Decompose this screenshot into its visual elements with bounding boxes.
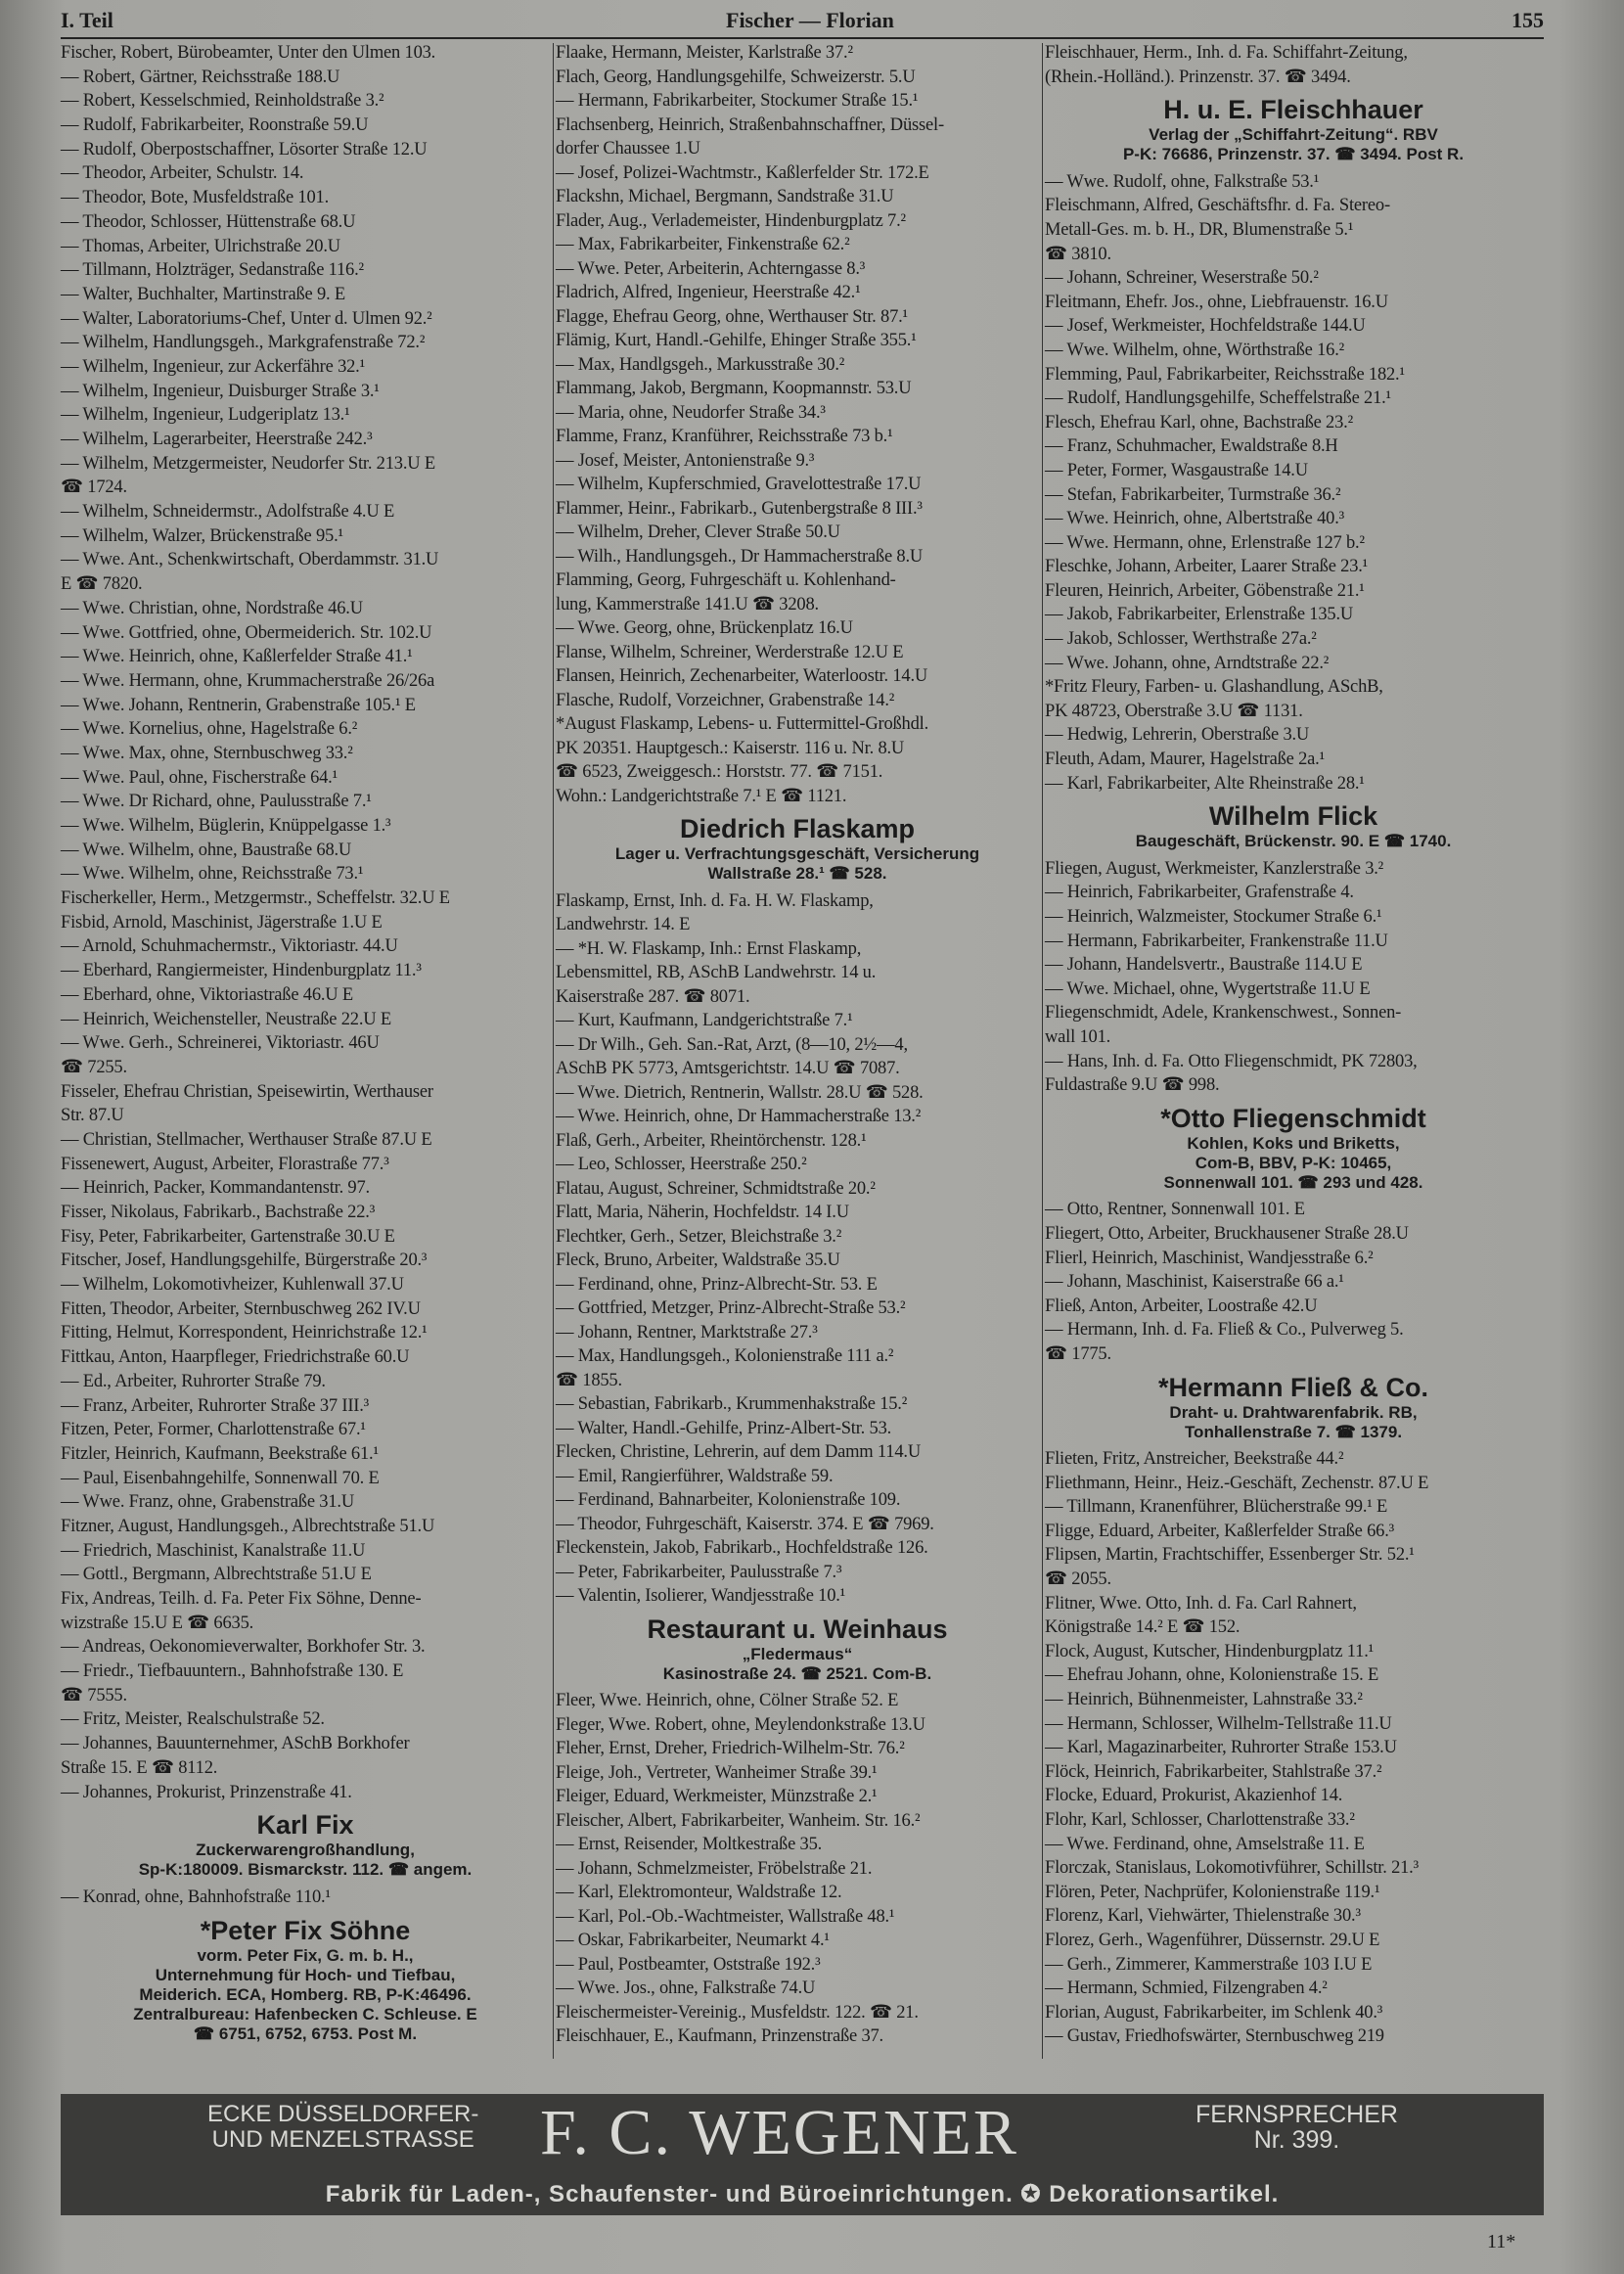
directory-entry: Fleschke, Johann, Arbeiter, Laarer Straße 23.¹: [1045, 557, 1369, 577]
directory-entry: Fitting, Helmut, Korrespondent, Heinrichstraße 12.¹: [61, 1323, 428, 1343]
directory-entry: — Johann, Rentner, Marktstraße 27.³: [556, 1322, 818, 1342]
advertisement-line: Zentralbureau: Hafenbecken C. Schleuse. E: [133, 2004, 477, 2024]
advertisement-title: *Hermann Fließ & Co.: [1157, 1372, 1429, 1402]
directory-entry: — Ehefrau Johann, ohne, Kolonienstraße 15. E: [1045, 1665, 1379, 1686]
directory-entry: — Wwe. Rudolf, ohne, Falkstraße 53.¹: [1045, 171, 1320, 192]
directory-entry: Fließ, Anton, Arbeiter, Loostraße 42.U: [1045, 1296, 1318, 1316]
directory-entry: Flöck, Heinrich, Fabrikarbeiter, Stahlstraße 37.²: [1045, 1761, 1382, 1782]
directory-entry: — Ed., Arbeiter, Ruhrorter Straße 79.: [61, 1371, 326, 1391]
ad-phone-label: FERNSPRECHER: [1195, 2101, 1398, 2128]
directory-entry: Fligge, Eduard, Arbeiter, Kaßlerfelder Straße 66.³: [1045, 1521, 1394, 1541]
page-range-title: Fischer — Florian: [726, 8, 894, 32]
directory-entry: — Heinrich, Weichensteller, Neustraße 22.U E: [61, 1009, 391, 1029]
directory-entry: Flader, Aug., Verlademeister, Hindenburgplatz 7.²: [556, 210, 906, 231]
directory-entry: Straße 15. E ☎ 8112.: [61, 1757, 218, 1778]
directory-entry: Kaiserstraße 287. ☎ 8071.: [556, 986, 750, 1007]
directory-entry: Fitzen, Peter, Former, Charlottenstraße 67.¹: [61, 1420, 366, 1440]
advertisement-line: Draht- u. Drahtwarenfabrik. RB,: [1169, 1402, 1418, 1422]
directory-entry: Florenz, Karl, Viehwärter, Thielenstraße 30.³: [1045, 1906, 1361, 1927]
directory-entry: — Dr Wilh., Geh. San.-Rat, Arzt, (8—10, 2½—4,: [556, 1034, 908, 1055]
directory-entry: — Theodor, Schlosser, Hüttenstraße 68.U: [61, 211, 356, 232]
directory-entry: — Wilh., Handlungsgeh., Dr Hammacherstraße 8.U: [556, 546, 924, 567]
directory-entry: ASchB PK 5773, Amtsgerichtstr. 14.U ☎ 7087.: [556, 1059, 900, 1078]
directory-entry: Fleher, Ernst, Dreher, Friedrich-Wilhelm-Str. 76.²: [556, 1739, 905, 1758]
directory-entry: Flatau, August, Schreiner, Schmidtstraße 20.²: [556, 1178, 876, 1199]
directory-entry: Flach, Georg, Handlungsgehilfe, Schweizerstr. 5.U: [556, 67, 916, 87]
directory-entry: — Wwe. Wilhelm, ohne, Wörthstraße 16.²: [1045, 340, 1344, 360]
ad-address-line: ECKE DÜSSELDORFER-: [207, 2101, 479, 2127]
directory-entry: Fliegen, August, Werkmeister, Kanzlerstraße 3.²: [1045, 858, 1384, 879]
directory-entry: Flipsen, Martin, Frachtschiffer, Essenberger Str. 52.¹: [1045, 1545, 1415, 1566]
directory-entry: — Karl, Fabrikarbeiter, Alte Rheinstraße 28.¹: [1045, 773, 1365, 794]
advertisement-line: „Fledermaus“: [742, 1644, 853, 1663]
directory-entry: — Wwe. Peter, Arbeiterin, Achterngasse 8.³: [556, 258, 866, 279]
column-left: [61, 43, 550, 2047]
directory-entry: Fischerkeller, Herm., Metzgermstr., Scheffelstr. 32.U E: [61, 888, 450, 909]
directory-entry: — Theodor, Fuhrgeschäft, Kaiserstr. 374. E ☎ 7969.: [556, 1514, 934, 1534]
directory-entry: Flitner, Wwe. Otto, Inh. d. Fa. Carl Rahnert,: [1045, 1593, 1357, 1614]
directory-entry: — Tillmann, Holzträger, Sedanstraße 116.²: [61, 260, 364, 281]
directory-entry: — Emil, Rangierführer, Waldstraße 59.: [556, 1466, 834, 1486]
advertisement-line: Wallstraße 28.¹ ☎ 528.: [707, 864, 887, 883]
directory-entry: Flören, Peter, Nachprüfer, Kolonienstraße 119.¹: [1045, 1882, 1380, 1902]
directory-entry: ☎ 7255.: [61, 1057, 127, 1077]
directory-entry: — Wwe. Johann, ohne, Arndtstraße 22.²: [1045, 653, 1330, 673]
directory-entry: — Wwe. Dietrich, Rentnerin, Wallstr. 28.U ☎ 528.: [556, 1082, 924, 1103]
directory-entry: Flansen, Heinrich, Zechenarbeiter, Waterloostr. 14.U: [556, 666, 928, 686]
directory-entry: — Jakob, Fabrikarbeiter, Erlenstraße 135.U: [1045, 605, 1354, 625]
directory-entry: — Wilhelm, Lokomotivheizer, Kuhlenwall 37.U: [61, 1275, 404, 1296]
directory-entry: (Rhein.-Holländ.). Prinzenstr. 37. ☎ 3494.: [1045, 67, 1351, 87]
directory-entry: Flieten, Fritz, Anstreicher, Beekstraße 44.²: [1045, 1449, 1344, 1470]
directory-entry: — Wwe. Hermann, ohne, Krummacherstraße 26/26a: [61, 670, 435, 691]
directory-entry: — Wwe. Jos., ohne, Falkstraße 74.U: [556, 1978, 816, 1998]
directory-entry: — Wilhelm, Ingenieur, Ludgeriplatz 13.¹: [61, 405, 350, 426]
directory-entry: — Johann, Schreiner, Weserstraße 50.²: [1045, 268, 1319, 289]
directory-entry: — Ernst, Reisender, Moltkestraße 35.: [556, 1835, 823, 1854]
directory-entry: — Max, Handlgsgeh., Markusstraße 30.²: [556, 354, 845, 375]
directory-entry: Florian, August, Fabrikarbeiter, im Schlenk 40.³: [1045, 2002, 1383, 2023]
directory-entry: ☎ 7555.: [61, 1685, 127, 1706]
advertisement-line: Zuckerwarengroßhandlung,: [196, 1841, 415, 1860]
directory-entry: — Leo, Schlosser, Heerstraße 250.²: [556, 1155, 807, 1174]
advertisement-line: Tonhallenstraße 7. ☎ 1379.: [1184, 1422, 1403, 1441]
directory-entry: — Oskar, Fabrikarbeiter, Neumarkt 4.¹: [556, 1931, 830, 1950]
directory-entry: — Arnold, Schuhmachermstr., Viktoriastr. 44.U: [61, 936, 398, 957]
directory-entry: — Robert, Kesselschmied, Reinholdstraße 3.²: [61, 91, 384, 112]
directory-entry: Fuldastraße 9.U ☎ 998.: [1045, 1075, 1220, 1096]
directory-entry: Flohr, Karl, Schlosser, Charlottenstraße 33.²: [1045, 1810, 1355, 1830]
directory-entry: PK 48723, Oberstraße 3.U ☎ 1131.: [1045, 701, 1303, 721]
directory-entry: Fladrich, Alfred, Ingenieur, Heerstraße 42.¹: [556, 283, 861, 302]
directory-entry: — Johann, Maschinist, Kaiserstraße 66 a.¹: [1045, 1272, 1344, 1293]
directory-entry: Flammer, Heinr., Fabrikarb., Gutenbergstraße 8 III.³: [556, 498, 923, 519]
directory-entry: — Paul, Eisenbahngehilfe, Sonnenwall 70. E: [61, 1468, 380, 1488]
advertisement-line: P-K: 76686, Prinzenstr. 37. ☎ 3494. Post R.: [1122, 145, 1465, 164]
directory-entry: Fleischmann, Alfred, Geschäftsfhr. d. Fa. Stereo-: [1045, 196, 1390, 216]
directory-entry: — Walter, Handl.-Gehilfe, Prinz-Albert-Str. 53.: [556, 1418, 892, 1438]
advertisement-line: Kasinostraße 24. ☎ 2521. Com-B.: [662, 1663, 932, 1683]
column-divider: [1042, 43, 1043, 2059]
directory-entry: — Walter, Buchhalter, Martinstraße 9. E: [61, 284, 345, 304]
directory-entry: Str. 87.U: [61, 1106, 124, 1126]
directory-entry: — Wilhelm, Dreher, Clever Straße 50.U: [556, 523, 840, 542]
directory-entry: — Wilhelm, Metzgermeister, Neudorfer Str. 213.U E: [61, 453, 435, 474]
directory-entry: Fisseler, Ehefrau Christian, Speisewirtin, Werthauser: [61, 1081, 433, 1102]
directory-entry: Flaskamp, Ernst, Inh. d. Fa. H. W. Flaskamp,: [556, 890, 874, 911]
directory-entry: — Wwe. Heinrich, ohne, Dr Hammacherstraße 13.²: [556, 1107, 922, 1126]
directory-entry: — Hermann, Schlosser, Wilhelm-Tellstraße 11.U: [1045, 1713, 1392, 1734]
directory-entry: Flock, August, Kutscher, Hindenburgplatz 11.¹: [1045, 1641, 1374, 1661]
directory-entry: lung, Kammerstraße 141.U ☎ 3208.: [556, 594, 819, 614]
directory-entry: — Wilhelm, Lagerarbeiter, Heerstraße 242.³: [61, 430, 373, 449]
directory-entry: — Friedrich, Maschinist, Kanalstraße 11.U: [61, 1540, 366, 1561]
directory-entry: — Hans, Inh. d. Fa. Otto Fliegenschmidt, PK 72803,: [1045, 1051, 1418, 1071]
directory-entry: Fleischermeister-Vereinig., Musfeldstr. 122. ☎ 21.: [556, 2002, 919, 2023]
directory-entry: Fleischhauer, E., Kaufmann, Prinzenstraße 37.: [556, 2026, 883, 2046]
directory-entry: — Wwe. Max, ohne, Sternbuschweg 33.²: [61, 743, 353, 763]
directory-entry: Fissenewert, August, Arbeiter, Florastraße 77.³: [61, 1154, 389, 1174]
directory-entry: — Peter, Fabrikarbeiter, Paulusstraße 7.³: [556, 1562, 842, 1582]
directory-entry: — Paul, Postbeamter, Oststraße 192.³: [556, 1954, 821, 1975]
directory-entry: — Ferdinand, Bahnarbeiter, Kolonienstraße 109.: [556, 1490, 901, 1510]
directory-entry: Flemming, Paul, Fabrikarbeiter, Reichsstraße 182.¹: [1045, 364, 1405, 385]
directory-entry: — Stefan, Fabrikarbeiter, Turmstraße 36.²: [1045, 484, 1341, 505]
directory-entry: — *H. W. Flaskamp, Inh.: Ernst Flaskamp,: [556, 938, 862, 959]
directory-entry: — Tillmann, Kranenführer, Blücherstraße 99.¹ E: [1045, 1497, 1388, 1518]
directory-entry: — Konrad, ohne, Bahnhofstraße 110.¹: [61, 1887, 331, 1907]
directory-entry: Fleige, Joh., Vertreter, Wanheimer Straße 39.¹: [556, 1762, 878, 1783]
directory-entry: — Josef, Werkmeister, Hochfeldstraße 144.U: [1045, 316, 1366, 337]
directory-entry: Fischer, Robert, Bürobeamter, Unter den Ulmen 103.: [61, 43, 436, 63]
directory-entry: ☎ 2055.: [1045, 1569, 1111, 1590]
directory-entry: — Theodor, Arbeiter, Schulstr. 14.: [61, 163, 304, 184]
directory-entry: Flatt, Maria, Näherin, Hochfeldstr. 14 I.U: [556, 1203, 849, 1222]
directory-entry: Florczak, Stanislaus, Lokomotivführer, Schillstr. 21.³: [1045, 1858, 1419, 1879]
ad-phone: [1195, 2102, 1398, 2153]
directory-entry: — Wwe. Gerh., Schreinerei, Viktoriastr. 46U: [61, 1033, 380, 1054]
directory-entry: — Max, Handlungsgeh., Kolonienstraße 111 a.²: [556, 1346, 894, 1366]
directory-entry: — Hedwig, Lehrerin, Oberstraße 3.U: [1045, 725, 1310, 746]
advertisement-title: Wilhelm Flick: [1208, 801, 1378, 832]
directory-entry: ☎ 1855.: [556, 1370, 622, 1390]
directory-entry: — Wilhelm, Kupferschmied, Gravelottestraße 17.U: [556, 475, 922, 494]
directory-entry: Fleck, Bruno, Arbeiter, Waldstraße 35.U: [556, 1251, 840, 1270]
directory-entry: — Karl, Elektromonteur, Waldstraße 12.: [556, 1883, 842, 1902]
directory-entry: Flachsenberg, Heinrich, Straßenbahnschaffner, Düssel-: [556, 114, 944, 135]
directory-entry: — Wwe. Johann, Rentnerin, Grabenstraße 105.¹ E: [61, 695, 416, 715]
directory-entry: — Wwe. Wilhelm, ohne, Reichsstraße 73.¹: [61, 864, 364, 885]
directory-entry: — Johannes, Bauunternehmer, ASchB Borkhofer: [61, 1734, 410, 1754]
directory-entry: — Johannes, Prokurist, Prinzenstraße 41.: [61, 1782, 352, 1802]
advertisement-title: H. u. E. Fleischhauer: [1163, 95, 1423, 125]
directory-entry: Flammang, Jakob, Bergmann, Koopmannstr. 53.U: [556, 379, 912, 398]
directory-entry: — Maria, ohne, Neudorfer Straße 34.³: [556, 402, 826, 423]
directory-entry: — Franz, Arbeiter, Ruhrorter Straße 37 III.³: [61, 1395, 370, 1416]
ad-slogan: Fabrik für Laden-, Schaufenster- und Büroeinrichtungen. ✪ Dekorationsartikel.: [325, 2181, 1280, 2207]
directory-entry: — Wwe. Ferdinand, ohne, Amselstraße 11. E: [1045, 1834, 1365, 1854]
directory-entry: — Josef, Polizei-Wachtmstr., Kaßlerfelder Str. 172.E: [556, 162, 929, 183]
directory-entry: Flecken, Christine, Lehrerin, auf dem Damm 114.U: [556, 1442, 921, 1462]
directory-entry: Flanse, Wilhelm, Schreiner, Werderstraße 12.U E: [556, 642, 904, 662]
directory-entry: Lebensmittel, RB, ASchB Landwehrstr. 14 u.: [556, 963, 877, 982]
directory-entry: Flamming, Georg, Fuhrgeschäft u. Kohlenhand-: [556, 570, 896, 590]
directory-entry: Flackshn, Michael, Bergmann, Sandstraße 31.U: [556, 187, 894, 206]
advertisement-line: Unternehmung für Hoch- und Tiefbau,: [155, 1965, 456, 1984]
advertisement-line: Lager u. Verfrachtungsgeschäft, Versicherung: [614, 844, 980, 863]
directory-entry: Flasche, Rudolf, Vorzeichner, Grabenstraße 14.²: [556, 690, 895, 710]
directory-entry: — Johann, Handelsvertr., Baustraße 114.U E: [1045, 955, 1363, 976]
directory-entry: wizstraße 15.U E ☎ 6635.: [61, 1613, 254, 1633]
directory-entry: Fittkau, Anton, Haarpfleger, Friedrichstraße 60.U: [61, 1347, 410, 1368]
directory-entry: Fisser, Nikolaus, Fabrikarb., Bachstraße 22.³: [61, 1203, 376, 1222]
advertisement-box: [556, 810, 1039, 887]
directory-entry: — Gerh., Zimmerer, Kammerstraße 103 I.U E: [1045, 1954, 1373, 1975]
directory-entry: Fleiger, Eduard, Werkmeister, Münzstraße 2.¹: [556, 1787, 878, 1806]
directory-entry: E ☎ 7820.: [61, 574, 143, 595]
directory-entry: — Wwe. Franz, ohne, Grabenstraße 31.U: [61, 1492, 354, 1513]
directory-entry: — Fritz, Meister, Realschulstraße 52.: [61, 1709, 325, 1730]
advertisement-line: ☎ 6751, 6752, 6753. Post M.: [193, 2024, 418, 2043]
directory-entry: — Wwe. Heinrich, ohne, Kaßlerfelder Straße 41.¹: [61, 647, 413, 667]
directory-entry: — Eberhard, Rangiermeister, Hindenburgplatz 11.³: [61, 961, 422, 981]
advertisement-line: Sonnenwall 101. ☎ 293 und 428.: [1163, 1172, 1423, 1192]
directory-entry: Flaß, Gerh., Arbeiter, Rheintörchenstr. 128.¹: [556, 1130, 867, 1151]
advertisement-title: Restaurant u. Weinhaus: [647, 1614, 948, 1644]
directory-entry: Fisy, Peter, Fabrikarbeiter, Gartenstraße 30.U E: [61, 1226, 395, 1247]
directory-entry: Wohn.: Landgerichtstraße 7.¹ E ☎ 1121.: [556, 786, 847, 806]
column-middle: [556, 43, 1039, 2047]
directory-entry: — Wwe. Heinrich, ohne, Albertstraße 40.³: [1045, 509, 1344, 529]
page-number: 155: [1511, 8, 1544, 32]
directory-entry: — Kurt, Kaufmann, Landgerichtstraße 7.¹: [556, 1011, 853, 1030]
directory-entry: — Heinrich, Bühnenmeister, Lahnstraße 33.²: [1045, 1690, 1363, 1710]
directory-entry: Fitzler, Heinrich, Kaufmann, Beekstraße 61.¹: [61, 1443, 379, 1464]
directory-entry: — Gustav, Friedhofswärter, Sternbuschweg 219: [1045, 2026, 1384, 2047]
directory-entry: — Friedr., Tiefbauuntern., Bahnhofstraße 130. E: [61, 1661, 404, 1682]
ad-company-name: F. C. WEGENER: [540, 2097, 1018, 2168]
advertisement-box: [1045, 797, 1542, 854]
directory-entry: Fliethmann, Heinr., Heiz.-Geschäft, Zechenstr. 87.U E: [1045, 1473, 1429, 1493]
advertisement-line: Baugeschäft, Brückenstr. 90. E ☎ 1740.: [1135, 832, 1452, 851]
directory-entry: — Wwe. Gottfried, ohne, Obermeiderich. Str. 102.U: [61, 622, 432, 643]
advertisement-box: [556, 1611, 1039, 1687]
directory-entry: — Hermann, Fabrikarbeiter, Stockumer Straße 15.¹: [556, 91, 919, 111]
directory-entry: — Wilhelm, Walzer, Brückenstraße 95.¹: [61, 525, 343, 546]
directory-entry: — Max, Fabrikarbeiter, Finkenstraße 62.²: [556, 235, 850, 254]
directory-entry: — Otto, Rentner, Sonnenwall 101. E: [1045, 1200, 1305, 1220]
directory-entry: — Hermann, Fabrikarbeiter, Frankenstraße 11.U: [1045, 931, 1388, 951]
advertisement-box: [61, 1912, 550, 2047]
directory-entry: Fleischer, Albert, Fabrikarbeiter, Wanheim. Str. 16.²: [556, 1810, 921, 1831]
directory-entry: — Theodor, Bote, Musfeldstraße 101.: [61, 188, 329, 208]
directory-entry: — Andreas, Oekonomieverwalter, Borkhofer Str. 3.: [61, 1637, 426, 1658]
directory-entry: — Johann, Schmelzmeister, Fröbelstraße 21.: [556, 1858, 873, 1879]
advertisement-line: Verlag der „Schiffahrt-Zeitung“. RBV: [1149, 125, 1438, 145]
directory-entry: — Heinrich, Fabrikarbeiter, Grafenstraße 4.: [1045, 883, 1354, 903]
directory-entry: ☎ 1724.: [61, 478, 127, 498]
advertisement-line: vorm. Peter Fix, G. m. b. H.,: [197, 1945, 414, 1965]
directory-entry: — Wwe. Kornelius, ohne, Hagelstraße 6.²: [61, 719, 358, 740]
ad-address: [207, 2102, 478, 2153]
advertisement-box: [1045, 91, 1542, 167]
ad-address-line: UND MENZELSTRASSE: [211, 2126, 474, 2153]
directory-entry: Fitzner, August, Handlungsgeh., Albrechtstraße 51.U: [61, 1516, 435, 1536]
directory-entry: — Wwe. Wilhelm, ohne, Baustraße 68.U: [61, 840, 352, 860]
directory-entry: — Gottfried, Metzger, Prinz-Albrecht-Straße 53.²: [556, 1298, 906, 1318]
directory-entry: wall 101.: [1045, 1026, 1111, 1047]
directory-entry: Fleischhauer, Herm., Inh. d. Fa. Schiffahrt-Zeitung,: [1045, 43, 1408, 63]
directory-entry: — Wilhelm, Ingenieur, zur Ackerfähre 32.¹: [61, 356, 365, 377]
printer-signature: 11*: [1487, 2231, 1516, 2252]
directory-entry: — Ferdinand, ohne, Prinz-Albrecht-Str. 53. E: [556, 1274, 878, 1295]
advertisement-line: Meiderich. ECA, Homberg. RB, P-K:46496.: [139, 1984, 472, 2004]
directory-entry: — Hermann, Schmied, Filzengraben 4.²: [1045, 1978, 1328, 1999]
directory-entry: — Wwe. Michael, ohne, Wygertstraße 11.U E: [1045, 978, 1371, 999]
directory-entry: ☎ 6523, Zweiggesch.: Horststr. 77. ☎ 7151.: [556, 762, 883, 782]
advertisement-line: Kohlen, Koks und Briketts,: [1187, 1133, 1400, 1153]
directory-entry: Flocke, Eduard, Prokurist, Akazienhof 14.: [1045, 1786, 1343, 1806]
directory-entry: — Wwe. Ant., Schenkwirtschaft, Oberdammstr. 31.U: [61, 550, 439, 570]
directory-entry: Flaake, Hermann, Meister, Karlstraße 37.²: [556, 43, 853, 63]
advertisement-title: *Peter Fix Söhne: [200, 1915, 411, 1945]
directory-entry: — Rudolf, Fabrikarbeiter, Roonstraße 59.U: [61, 115, 369, 136]
directory-entry: — Heinrich, Walzmeister, Stockumer Straße 6.¹: [1045, 907, 1382, 927]
directory-entry: — Wwe. Christian, ohne, Nordstraße 46.U: [61, 598, 363, 618]
directory-entry: ☎ 1775.: [1045, 1343, 1111, 1364]
directory-entry: Florez, Gerh., Wagenführer, Düssernstr. 29.U E: [1045, 1930, 1380, 1950]
advertisement-title: Karl Fix: [256, 1810, 354, 1841]
directory-entry: Fisbid, Arnold, Maschinist, Jägerstraße 1.U E: [61, 912, 383, 932]
directory-entry: — Valentin, Isolierer, Wandjesstraße 10.¹: [556, 1586, 846, 1606]
advertisement-line: Sp-K:180009. Bismarckstr. 112. ☎ angem.: [138, 1860, 473, 1880]
directory-entry: — Hermann, Inh. d. Fa. Fließ & Co., Pulverweg 5.: [1045, 1320, 1404, 1341]
directory-entry: Fleer, Wwe. Heinrich, ohne, Cölner Straße 52. E: [556, 1691, 899, 1710]
directory-entry: — Gottl., Bergmann, Albrechtstraße 51.U E: [61, 1565, 372, 1585]
directory-entry: Flechtker, Gerh., Setzer, Bleichstraße 3.²: [556, 1226, 842, 1247]
column-right: [1045, 43, 1542, 2047]
directory-entry: Flesch, Ehefrau Karl, ohne, Bachstraße 23.²: [1045, 412, 1353, 432]
directory-entry: PK 20351. Hauptgesch.: Kaiserstr. 116 u. Nr. 8.U: [556, 738, 905, 758]
directory-entry: — Robert, Gärtner, Reichsstraße 188.U: [61, 67, 340, 87]
directory-entry: Metall-Ges. m. b. H., DR, Blumenstraße 5.¹: [1045, 219, 1354, 240]
page-header: [61, 6, 1544, 39]
directory-entry: — Wwe. Paul, ohne, Fischerstraße 64.¹: [61, 767, 338, 788]
directory-entry: Fleuren, Heinrich, Arbeiter, Göbenstraße 21.¹: [1045, 580, 1365, 601]
directory-entry: Fitten, Theodor, Arbeiter, Sternbuschweg 262 IV.U: [61, 1298, 421, 1319]
section-label: I. Teil: [61, 8, 113, 32]
advertisement-box: [1045, 1369, 1542, 1445]
directory-entry: — Josef, Meister, Antonienstraße 9.³: [556, 450, 815, 471]
directory-entry: Flierl, Heinrich, Maschinist, Wandjesstraße 6.²: [1045, 1248, 1374, 1268]
directory-entry: *Fritz Fleury, Farben- u. Glashandlung, ASchB,: [1045, 677, 1383, 698]
directory-entry: — Wilhelm, Ingenieur, Duisburger Straße 3.¹: [61, 381, 380, 401]
directory-entry: ☎ 3810.: [1045, 244, 1111, 264]
directory-entry: — Wilhelm, Schneidermstr., Adolfstraße 4.U E: [61, 502, 395, 523]
directory-entry: — Franz, Schuhmacher, Ewaldstraße 8.H: [1045, 436, 1338, 457]
directory-entry: Fliegenschmidt, Adele, Krankenschwest., Sonnen-: [1045, 1003, 1402, 1023]
directory-entry: — Rudolf, Handlungsgehilfe, Scheffelstraße 21.¹: [1045, 388, 1391, 409]
directory-entry: — Wwe. Georg, ohne, Brückenplatz 16.U: [556, 618, 853, 638]
directory-entry: — Jakob, Schlosser, Werthstraße 27a.²: [1045, 629, 1317, 650]
directory-entry: Flämig, Kurt, Handl.-Gehilfe, Ehinger Straße 355.¹: [556, 331, 917, 350]
advertisement-title: *Otto Fliegenschmidt: [1160, 1103, 1426, 1133]
directory-entry: — Karl, Pol.-Ob.-Wachtmeister, Wallstraße 48.¹: [556, 1906, 895, 1927]
directory-entry: Fliegert, Otto, Arbeiter, Bruckhausener Straße 28.U: [1045, 1223, 1409, 1244]
advertisement-box: [61, 1806, 550, 1883]
directory-entry: — Sebastian, Fabrikarb., Krummenhakstraße 15.²: [556, 1394, 908, 1414]
directory-entry: — Wwe. Dr Richard, ohne, Paulusstraße 7.¹: [61, 792, 372, 812]
directory-entry: — Peter, Former, Wasgaustraße 14.U: [1045, 460, 1308, 480]
advertisement-title: Diedrich Flaskamp: [679, 814, 916, 843]
directory-entry: — Wwe. Wilhelm, Büglerin, Knüppelgasse 1.³: [61, 816, 391, 836]
directory-entry: — Heinrich, Packer, Kommandantenstr. 97.: [61, 1178, 370, 1199]
column-divider: [553, 43, 554, 2059]
directory-entry: Landwehrstr. 14. E: [556, 915, 691, 934]
directory-entry: Fleckenstein, Jakob, Fabrikarb., Hochfeldstraße 126.: [556, 1538, 928, 1558]
directory-entry: Flamme, Franz, Kranführer, Reichsstraße 73 b.¹: [556, 427, 893, 446]
directory-entry: Fleitmann, Ehefr. Jos., ohne, Liebfrauenstr. 16.U: [1045, 292, 1388, 312]
directory-entry: Flagge, Ehefrau Georg, ohne, Werthauser Str. 87.¹: [556, 306, 908, 327]
directory-entry: dorfer Chaussee 1.U: [556, 139, 700, 159]
advertisement-box: [1045, 1100, 1542, 1196]
directory-entry: — Karl, Magazinarbeiter, Ruhrorter Straße 153.U: [1045, 1738, 1397, 1758]
directory-entry: — Rudolf, Oberpostschaffner, Lösorter Straße 12.U: [61, 139, 428, 159]
directory-entry: Fleger, Wwe. Robert, ohne, Meylendonkstraße 13.U: [556, 1714, 925, 1735]
directory-entry: Fix, Andreas, Teilh. d. Fa. Peter Fix Söhne, Denne-: [61, 1589, 422, 1609]
directory-entry: — Eberhard, ohne, Viktoriastraße 46.U E: [61, 984, 353, 1005]
advertisement-line: Com-B, BBV, P-K: 10465,: [1195, 1153, 1392, 1172]
directory-entry: Fitscher, Josef, Handlungsgehilfe, Bürgerstraße 20.³: [61, 1251, 428, 1271]
directory-entry: — Thomas, Arbeiter, Ulrichstraße 20.U: [61, 236, 340, 256]
wegener-advertisement: [61, 2094, 1544, 2215]
directory-entry: *August Flaskamp, Lebens- u. Futtermittel-Großhdl.: [556, 714, 929, 734]
directory-entry: — Walter, Laboratoriums-Chef, Unter d. Ulmen 92.²: [61, 308, 432, 329]
directory-entry: — Wwe. Hermann, ohne, Erlenstraße 127 b.²: [1045, 532, 1365, 553]
ad-phone-number: Nr. 399.: [1253, 2126, 1340, 2154]
directory-entry: — Wilhelm, Handlungsgeh., Markgrafenstraße 72.²: [61, 333, 426, 353]
directory-entry: Fleuth, Adam, Maurer, Hagelstraße 2a.¹: [1045, 750, 1325, 770]
directory-entry: — Christian, Stellmacher, Werthauser Straße 87.U E: [61, 1129, 432, 1150]
directory-entry: Königstraße 14.² E ☎ 152.: [1045, 1617, 1241, 1638]
